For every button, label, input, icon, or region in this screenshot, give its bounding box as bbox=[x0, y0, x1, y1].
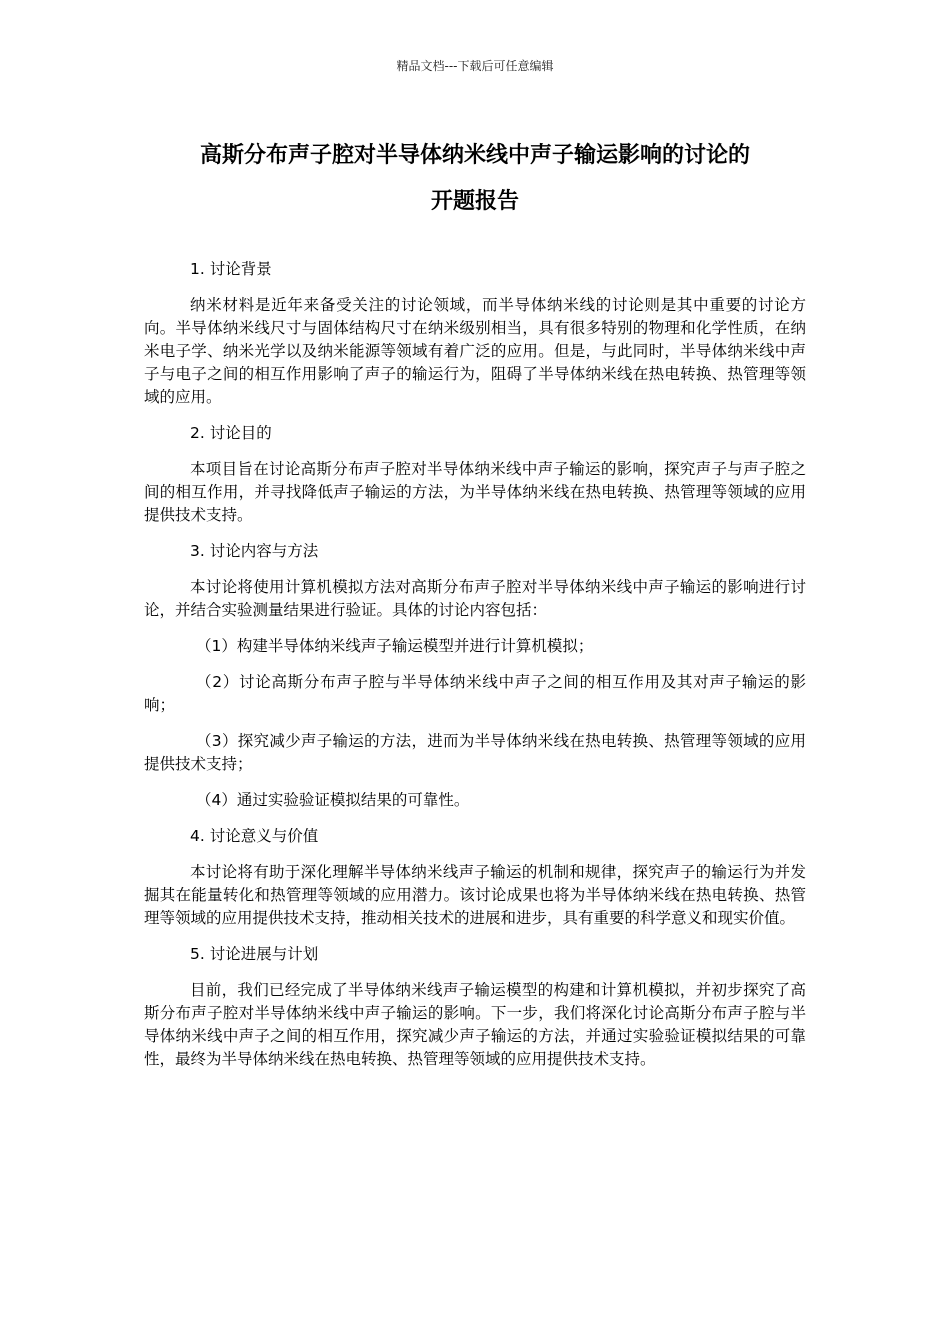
list-item-3: （3）探究减少声子输运的方法，进而为半导体纳米线在热电转换、热管理等领域的应用提供技术支持； bbox=[144, 732, 806, 773]
section-heading-significance: 4. 讨论意义与价值 bbox=[190, 827, 319, 845]
paragraph-significance: 本讨论将有助于深化理解半导体纳米线声子输运的机制和规律，探究声子的输运行为并发掘其在能量转化和热管理等领域的应用潜力。该讨论成果也将为半导体纳米线在热电转换、热管理等领域的应用提供技术支持，推动相关技术的进展和进步，具有重要的科学意义和现实价值。 bbox=[144, 863, 806, 927]
paragraph-purpose: 本项目旨在讨论高斯分布声子腔对半导体纳米线中声子输运的影响，探究声子与声子腔之间的相互作用，并寻找降低声子输运的方法，为半导体纳米线在热电转换、热管理等领域的应用提供技术支持。 bbox=[144, 460, 806, 524]
list-item-2: （2）讨论高斯分布声子腔与半导体纳米线中声子之间的相互作用及其对声子输运的影响； bbox=[144, 673, 806, 714]
title-line-2: 开题报告 bbox=[430, 189, 519, 214]
paragraph-progress-plan: 目前，我们已经完成了半导体纳米线声子输运模型的构建和计算机模拟，并初步探究了高斯分布声子腔对半导体纳米线中声子输运的影响。下一步，我们将深化讨论高斯分布声子腔与半导体纳米线中声子之间的相互作用，探究减少声子输运的方法，并通过实验验证模拟结果的可靠性，最终为半导体纳米线在热电转换、热管理等领域的应用提供技术支持。 bbox=[144, 981, 806, 1068]
paragraph-background: 纳米材料是近年来备受关注的讨论领域，而半导体纳米线的讨论则是其中重要的讨论方向。半导体纳米线尺寸与固体结构尺寸在纳米级别相当，具有很多特别的物理和化学性质，在纳米电子学、纳米光学以及纳米能源等领域有着广泛的应用。但是，与此同时，半导体纳米线中声子与电子之间的相互作用影响了声子的输运行为，阻碍了半导体纳米线在热电转换、热管理等领域的应用。 bbox=[144, 296, 806, 406]
title-line-1: 高斯分布声子腔对半导体纳米线中声子输运影响的讨论的 bbox=[199, 143, 750, 168]
paragraph-content-method: 本讨论将使用计算机模拟方法对高斯分布声子腔对半导体纳米线中声子输运的影响进行讨论，并结合实验测量结果进行验证。具体的讨论内容包括： bbox=[144, 578, 806, 619]
section-heading-content-method: 3. 讨论内容与方法 bbox=[190, 542, 319, 560]
page-title bbox=[140, 133, 810, 225]
section-heading-background: 1. 讨论背景 bbox=[190, 260, 272, 278]
list-item-4: （4）通过实验验证模拟结果的可靠性。 bbox=[196, 791, 470, 809]
list-item-1: （1）构建半导体纳米线声子输运模型并进行计算机模拟； bbox=[196, 637, 594, 655]
section-heading-purpose: 2. 讨论目的 bbox=[190, 424, 272, 442]
section-heading-progress-plan: 5. 讨论进展与计划 bbox=[190, 945, 319, 963]
document-body bbox=[144, 258, 806, 1084]
header-note: 精品文档---下载后可任意编辑 bbox=[396, 59, 554, 73]
